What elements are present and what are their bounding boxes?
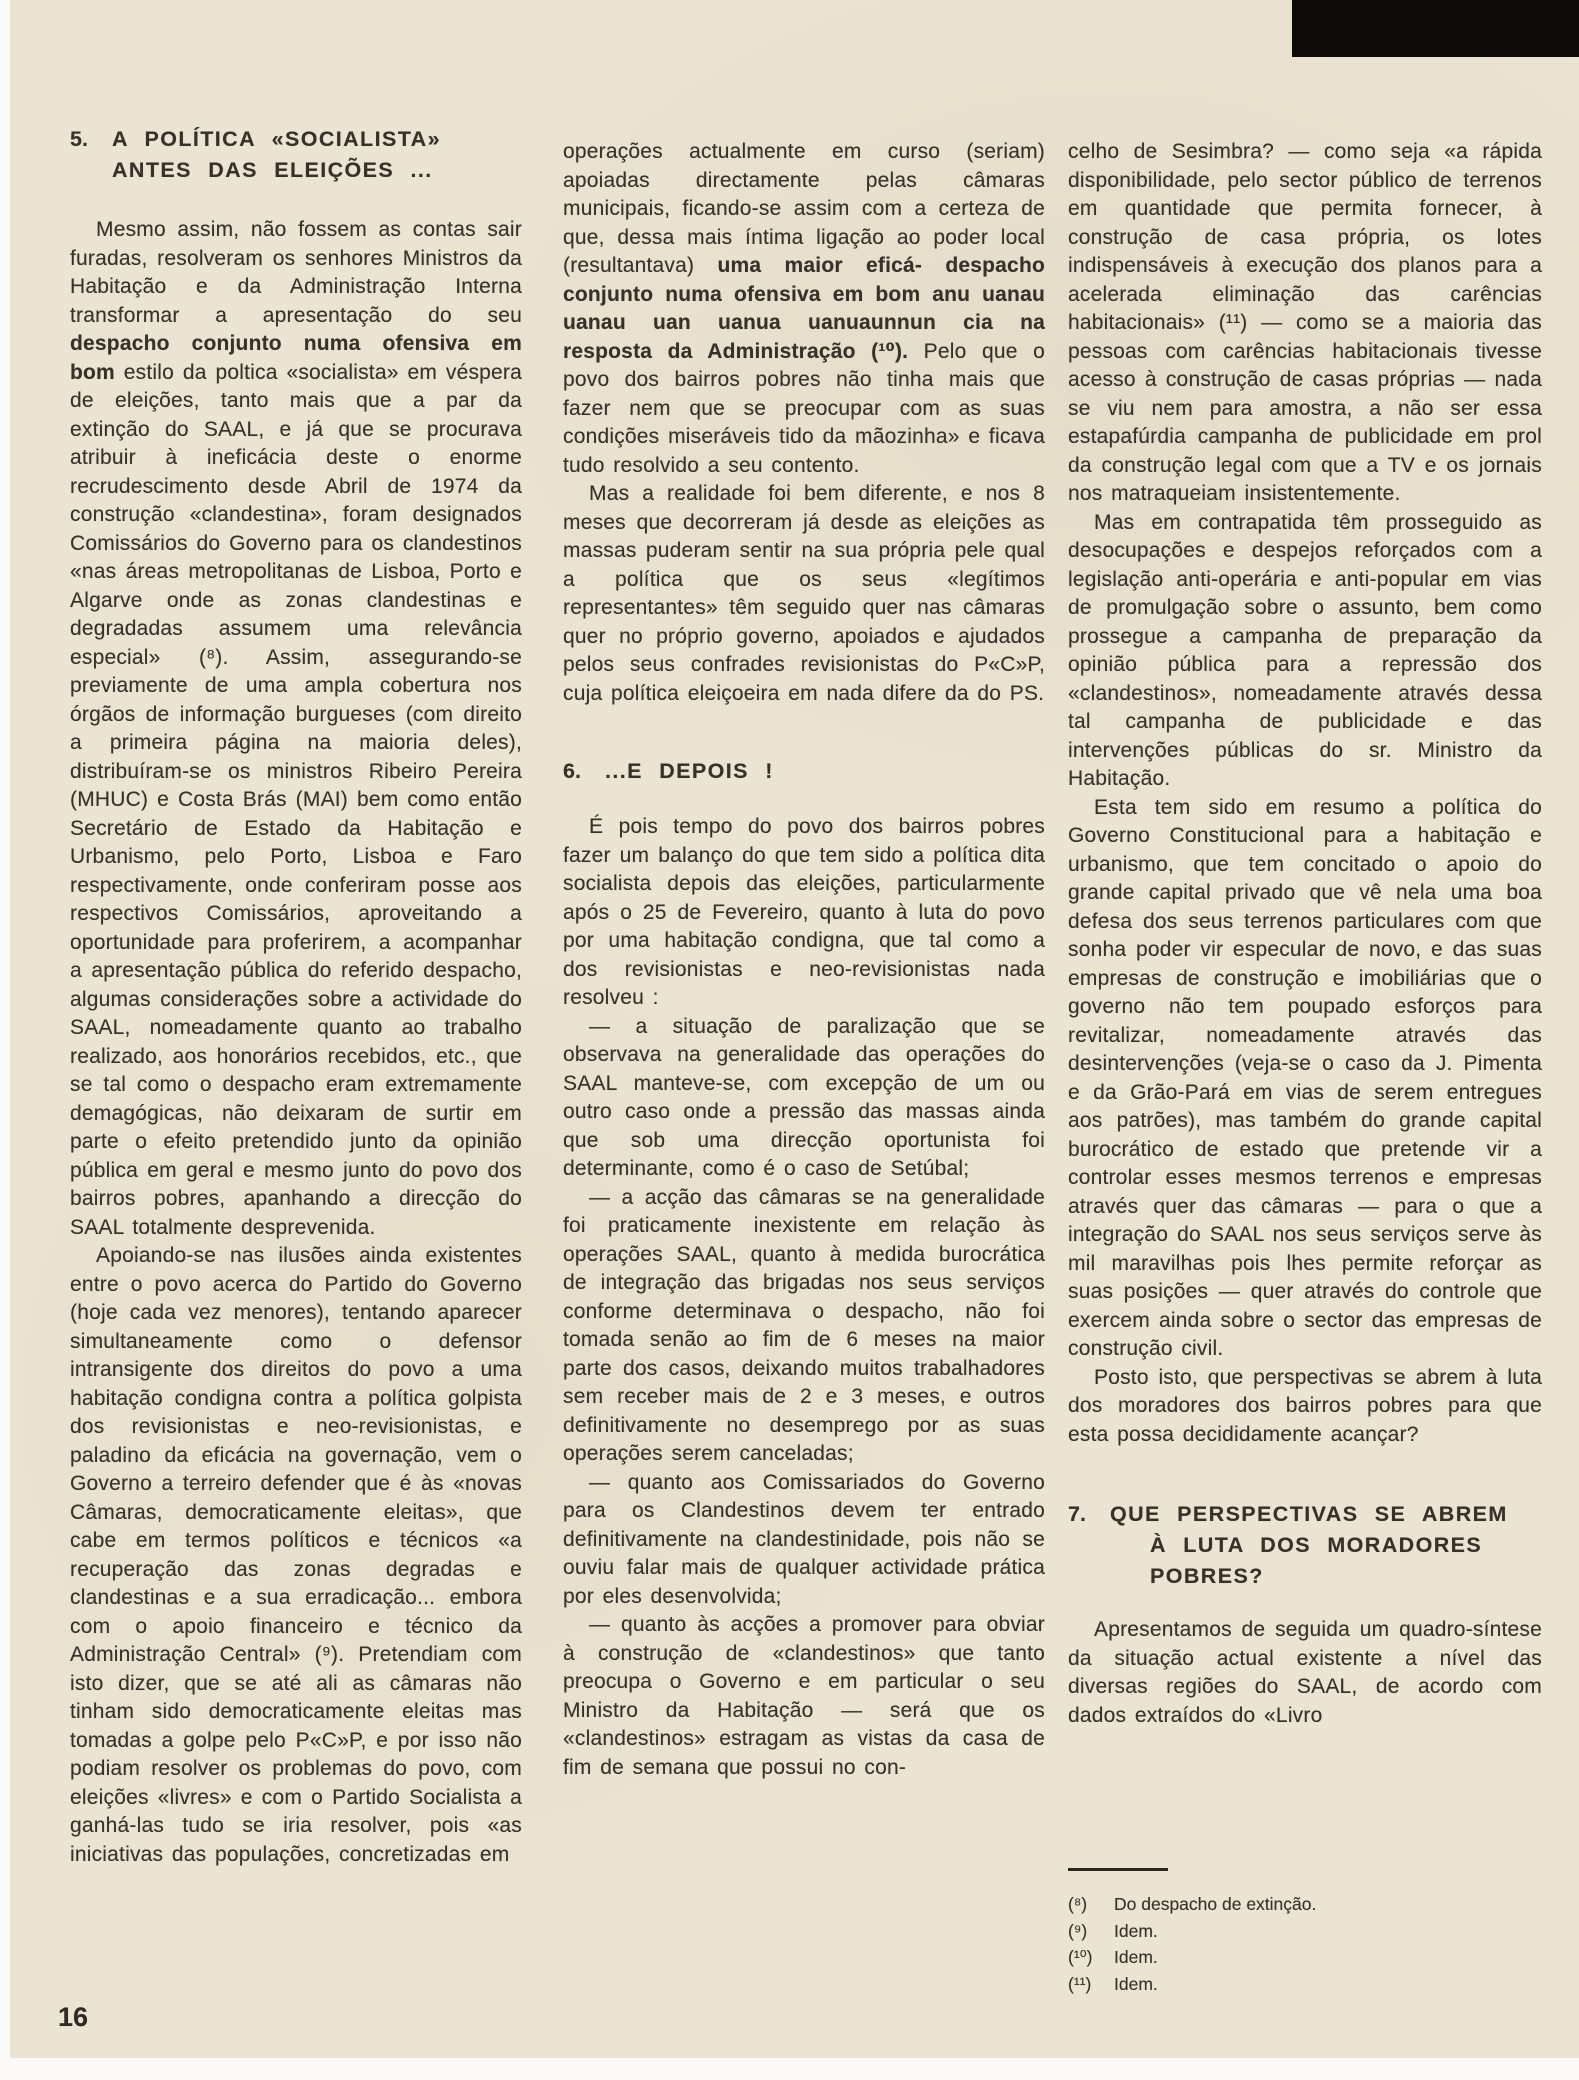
paragraph-right-2: Mas em contrapatida têm prosseguido as desocupações e despejos reforçados com a legislação anti-operária e anti-popular em vias de promulgação sobre o assunto, bem como prossegue a campanha de preparação da opinião pública para a repressão dos «clandestinos», nomeadamente através dessa tal campanha de publicidade e das intervenções públicas do sr. Ministro da Habitação. [1068, 510, 1542, 790]
column-middle [563, 138, 1045, 1782]
footnote-11 [1068, 1971, 1542, 1998]
paragraph-text: estilo da poltica «socialista» em véspera de eleições, tanto mais que a par da extinção do SAAL, e já que se procurava atribuir à ineficácia deste o enorme recrudescimento desde Abril de 1974 da construção «clandestina», foram designados Comissários do Governo para os clandestinos «nas áreas metropolitanas de Lisboa, Porto e Algarve onde as zonas clandestinas e degradadas assumem uma relevância especial» (⁸). Assim, assegurando-se previamente de uma ampla cobertura nos órgãos de informação burgueses (com direito a primeira página na maioria deles), distribuíram-se os ministros Ribeiro Pereira (MHUC) e Costa Brás (MAI) bem como então Secretário de Estado da Habitação e Urbanismo, pelo Porto, Lisboa e Faro respectivamente, onde conferiram posse aos respectivos Comissários, aproveitando a oportunidade para proferirem, a acompanhar a apresentação pública do referido despacho, algumas considerações sobre a actividade do SAAL, nomeadamente quanto ao trabalho realizado, aos honorários recebidos, etc., que se tal como o despacho eram extremamente demagógicas, não deixaram de surtir em parte o efeito pretendido junto da opinião pública em geral e mesmo junto do povo dos bairros pobres, apanhando a direcção do SAAL totalmente desprevenida. [70, 360, 522, 1239]
footnote-10 [1068, 1944, 1542, 1971]
section-7-heading [1068, 1499, 1542, 1592]
list-item-dash-1: — a situação de paralização que se observava na generalidade das operações do SAAL manteve-se, com excepção de um ou outro caso onde a pressão das massas ainda que sob uma direcção oportunista foi determinante, como é o caso de Setúbal; [563, 1014, 1045, 1180]
paragraph-middle-2: Mas a realidade foi bem diferente, e nos 8 meses que decorreram já desde as eleições as massas puderam sentir na sua própria pele qual a política que os seus «legítimos representantes» têm seguido quer nas câmaras quer no próprio governo, apoiados e ajudados pelos seus confrades revisionistas do P«C»P, cuja política eleiçoeira em nada difere da do PS. [563, 482, 1045, 705]
footnote-text: Do despacho de extinção. [1114, 1894, 1317, 1914]
section-6-title: ...E DEPOIS ! [605, 759, 774, 783]
section-7-number: 7. [1068, 1502, 1086, 1526]
paragraph-text: operações actualmente em curso (seriam) apoiadas directamente pelas câmaras municipais, ficando-se assim com a certeza de que, dessa mais íntima ligação ao poder local (resultantava) [563, 140, 1045, 277]
list-item-dash-3: — quanto aos Comissariados do Governo para os Clandestinos devem ter entrado definitivamente na clandestinidade, pois não se ouviu falar mais de qualquer actividade prática por eles desenvolvida; [563, 1470, 1045, 1608]
section-7-title-line1: QUE PERSPECTIVAS SE ABREM [1110, 1502, 1508, 1526]
paragraph-right-3: Esta tem sido em resumo a política do Governo Constitucional para a habitação e urbanismo, que tem concitado o apoio do grande capital privado que vê nela uma boa defesa dos seus terrenos particulares com que sonha poder vir especular de novo, e das suas empresas de construção e imobiliárias que o governo não tem poupado esforços para revitalizar, nomeadamente através das desintervenções (veja-se o caso da J. Pimenta e da Grão-Pará em vias de serem entregues aos patrões), mas também do grande capital burocrático de estado que pretende vir a controlar esses mesmos terrenos e empresas através quer das câmaras — para o que a integração do SAAL nos seus serviços serve às mil maravilhas pois lhes permite reforçar as suas posições — quer através do controle que exercem ainda sobre o sector das empresas de construção civil. [1068, 795, 1542, 1360]
footnote-text: Idem. [1114, 1973, 1158, 1994]
column-right [1068, 138, 1542, 1730]
paragraph-middle-3: É pois tempo do povo dos bairros pobres fazer um balanço do que tem sido a política dita socialista depois das eleições, particularmente após o 25 de Fevereiro, quanto à luta do povo por uma habitação condigna, que tal como a dos revisionistas e neo-revisionistas nada resolveu : [563, 815, 1045, 1009]
paragraph-text: Pelo que o povo dos bairros pobres não tinha mais que fazer nem que se preocupar com as suas condições miseráveis tido da mãozinha» e ficava tudo resolvido a seu contento. [563, 339, 1045, 477]
paragraph-text: Mesmo assim, não fossem as contas sair furadas, resolveram os senhores Ministros da Habitação e da Administração Interna transformar a apresentação do seu [70, 218, 522, 327]
page-number: 16 [58, 2002, 89, 2032]
paragraph-middle-1 [563, 138, 1045, 480]
footnote-text: Idem. [1114, 1947, 1158, 1967]
paragraph-right-1: celho de Sesimbra? — como seja «a rápida disponibilidade, pelo sector público de terrenos em quantidade que permita fornecer, à construção de casa própria, os lotes indispensáveis à execução dos planos para a acelerada eliminação das carências habitacionais» (¹¹) — como se a maioria das pessoas com carências habitacionais tivesse acesso à construção de casas próprias — nada se viu nem para amostra, a não ser essa estapafúrdia campanha de publicidade em prol da construção legal com que a TV e os jornais nos matraqueiam insistentemente. [1068, 140, 1542, 505]
footnote-marker: (⁹) [1068, 1920, 1088, 1941]
section-7-title-line2: À LUTA DOS MORADORES POBRES? [1150, 1533, 1483, 1588]
footnote-marker: (⁸) [1068, 1894, 1088, 1914]
footnote-marker: (¹¹) [1068, 1973, 1092, 1994]
paragraph-left-1 [70, 216, 522, 1242]
footnote-separator-rule [1068, 1868, 1168, 1871]
column-left [70, 124, 522, 1869]
paragraph-right-5: Apresentamos de seguida um quadro-síntese da situação actual existente a nível das diversas regiões do SAAL, de acordo com dados extraídos do «Livro [1068, 1618, 1542, 1727]
footnote-8 [1068, 1891, 1542, 1918]
footnote-text: Idem. [1114, 1920, 1158, 1941]
section-5-heading [70, 124, 522, 186]
footnote-marker: (¹⁰) [1068, 1947, 1093, 1967]
footnote-9 [1068, 1918, 1542, 1945]
section-6-number: 6. [563, 759, 581, 783]
scan-edge-black-bar [1292, 0, 1579, 57]
paragraph-right-4: Posto isto, que perspectivas se abrem à luta dos moradores dos bairros pobres para que esta possa decididamente acançar? [1068, 1365, 1542, 1446]
list-item-dash-2: — a acção das câmaras se na generalidade foi praticamente inexistente em relação às operações SAAL, quanto à medida burocrática de integração das brigadas nos seus serviços conforme determinava o despacho, não foi tomada senão ao fim de 6 meses na maior parte dos casos, deixando muitos trabalhadores sem receber mais de 2 e 3 meses, e outros definitivamente no desemprego por as suas operações serem canceladas; [563, 1185, 1045, 1465]
footnotes-block [1068, 1868, 1542, 1997]
section-5-number: 5. [70, 127, 88, 151]
emphasis-text: uma maior eficá- despacho conjunto numa ofensiva em bom anu uanau uanau uan uanua uanuaunnun cia na resposta da Administração (¹⁰). [563, 254, 1045, 363]
emphasis-text: despacho conjunto numa ofensiva em bom [70, 332, 522, 384]
section-6-heading [563, 756, 1045, 787]
list-item-dash-4: — quanto às acções a promover para obviar à construção de «clandestinos» que tanto preocupa o Governo e em particular o seu Ministro da Habitação — será que os «clandestinos» estragam as vistas da casa de fim de semana que possui no con- [563, 1613, 1045, 1779]
section-5-title-line2: ANTES DAS ELEIÇÕES ... [112, 158, 433, 182]
paragraph-left-2: Apoiando-se nas ilusões ainda existentes entre o povo acerca do Partido do Governo (hoje cada vez menores), tentando aparecer simultaneamente como o defensor intransigente dos direitos do povo a uma habitação condigna contra a política golpista dos revisionistas e neo-revisionistas, e paladino da eficácia na governação, vem o Governo a terreiro defender que é às «novas Câmaras, democraticamente eleitas», que cabe em termos políticos e técnicos «a recuperação das zonas degradas e clandestinas e a sua erradicação... embora com o apoio financeiro e técnico da Administração Central» (⁹). Pretendiam com isto dizer, que se até ali as câmaras não tinham sido democraticamente eleitas mas tomadas a golpe pelo P«C»P, e por isso não podiam resolver os problemas do povo, com eleições «livres» e com o Partido Socialista a ganhá-las tudo se iria resolver, pois «as iniciativas das populações, concretizadas em [70, 1244, 522, 1866]
section-5-title-line1: A POLÍTICA «SOCIALISTA» [112, 127, 441, 151]
